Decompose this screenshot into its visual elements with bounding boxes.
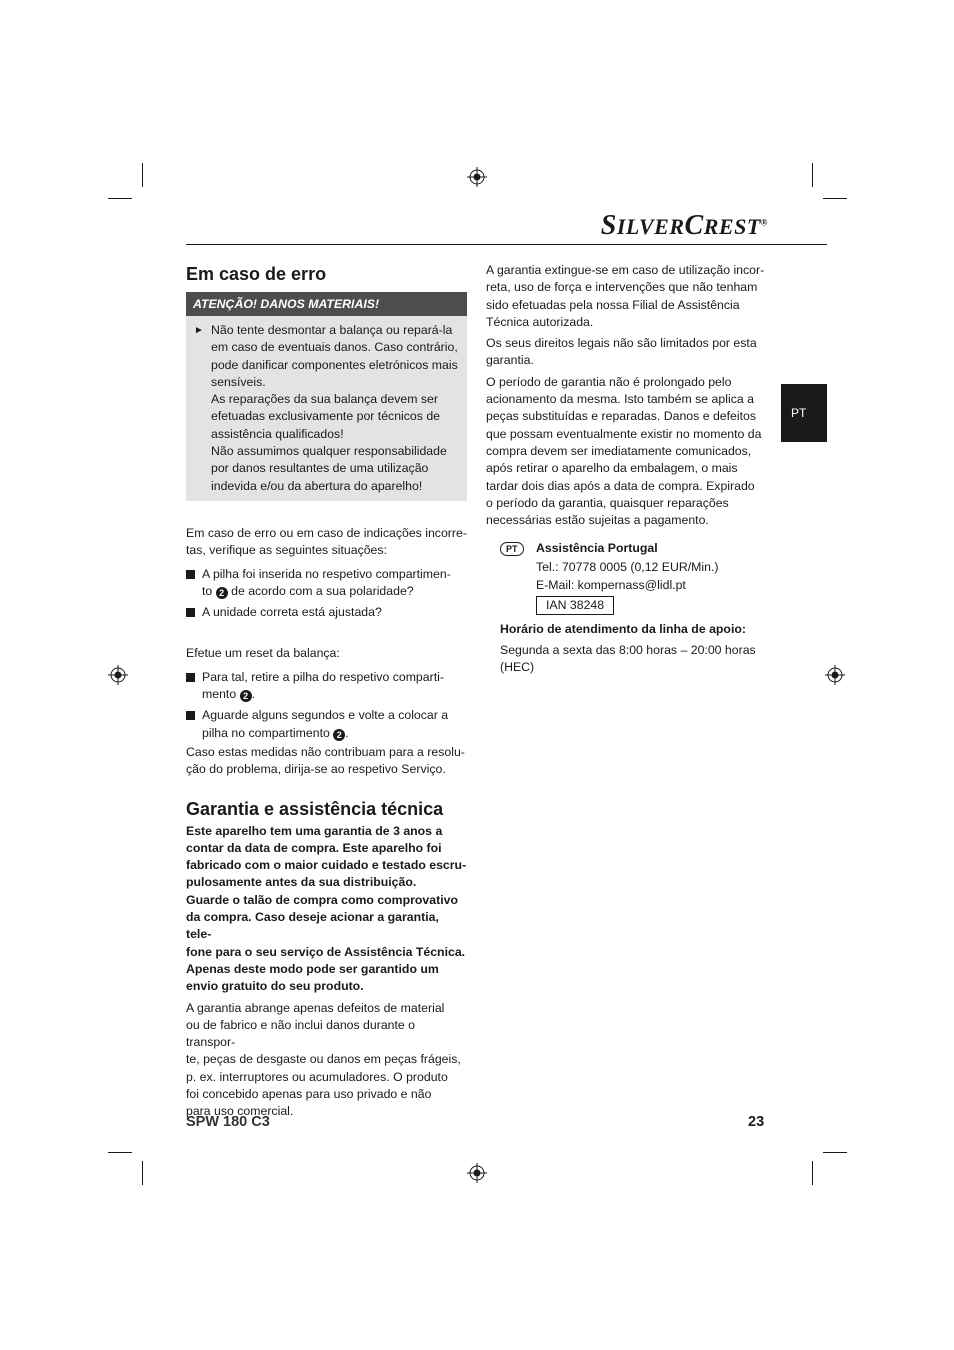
reset-step-remove	[186, 669, 467, 704]
warning-line: indevida e/ou da abertura do aparelho!	[211, 478, 423, 493]
service-title: Assistência Portugal	[536, 541, 658, 556]
left-column	[186, 262, 467, 1121]
text-line: tardar dois dias após a data de compra. Expirado	[486, 478, 755, 493]
warning-box	[186, 316, 467, 501]
reset-intro: Efetue um reset da balança:	[186, 646, 340, 661]
text-line: A garantia abrange apenas defeitos de material	[186, 1000, 445, 1015]
warranty-period-paragraph	[486, 374, 771, 530]
service-phone: Tel.: 70778 0005 (0,12 EUR/Min.)	[536, 559, 719, 574]
item-number-badge: 2	[216, 587, 228, 599]
registration-mark-icon	[108, 665, 128, 685]
check-item-battery	[186, 566, 467, 601]
warning-line: sensíveis.	[211, 374, 266, 389]
crop-mark	[108, 198, 132, 199]
reset-step-reinsert	[186, 707, 467, 742]
warning-line: pode danificar componentes eletrónicos mais	[211, 357, 458, 372]
text-line: (HEC)	[500, 659, 535, 674]
language-tab	[781, 384, 827, 442]
text-line: pulosamente antes da sua distribuição.	[186, 875, 417, 890]
silvercrest-logo: SILVERCREST®	[600, 210, 768, 241]
service-contact	[500, 540, 771, 676]
text-line: peças substituídas e reparadas. Danos e defeitos	[486, 409, 757, 424]
text-line: que possam eventualmente existir no momento da	[486, 426, 762, 441]
text-line: acionamento da mesma. Isto também se aplica a	[486, 392, 754, 407]
text-line: Caso estas medidas não contribuam para a resolu-	[186, 744, 465, 759]
text-line: ção do problema, dirija-se ao respetivo Serviço.	[186, 762, 446, 777]
text-line: O período de garantia não é prolongado pelo	[486, 374, 732, 389]
text-line: to 2 de acordo com a sua polaridade?	[202, 583, 414, 598]
intro-paragraph	[186, 525, 467, 560]
warning-line: As reparações da sua balança devem ser	[211, 392, 438, 407]
registration-mark-icon	[825, 665, 845, 685]
warning-line: efetuadas exclusivamente por técnicos de	[211, 409, 440, 424]
text-line: te, peças de desgaste ou danos em peças frágeis,	[186, 1052, 461, 1067]
arrow-bullet-icon: ►	[194, 325, 204, 336]
header-rule	[186, 244, 827, 245]
text-line: Apenas deste modo pode ser garantido um	[186, 961, 439, 976]
square-bullet-icon	[186, 570, 195, 579]
warning-line: por danos resultantes de uma utilização	[211, 461, 429, 476]
text-line: fabricado com o maior cuidado e testado escru-	[186, 858, 467, 873]
text-line: mento 2 .	[202, 687, 256, 702]
crop-mark	[823, 198, 847, 199]
item-number-badge: 2	[240, 690, 252, 702]
text-line: Aguarde alguns segundos e volte a colocar a	[202, 708, 449, 723]
text-line: reta, uso de força e intervenções que não tenham	[486, 280, 758, 295]
country-badge: PT	[500, 542, 524, 556]
text-line: pilha no compartimento 2 .	[202, 725, 349, 740]
text-line: Guarde o talão de compra como comprovativo	[186, 892, 458, 907]
square-bullet-icon	[186, 608, 195, 617]
registration-mark-icon	[467, 167, 487, 187]
text-line: tas, verifique as seguintes situações:	[186, 543, 387, 558]
page-number: 23	[748, 1114, 765, 1130]
text-line: Em caso de erro ou em caso de indicações incorre-	[186, 525, 467, 540]
section-title-warranty: Garantia e assistência técnica	[186, 798, 444, 819]
warning-line: em caso de eventuais danos. Caso contrário,	[211, 340, 458, 355]
crop-mark	[812, 163, 813, 187]
section-title-error: Em caso de erro	[186, 264, 327, 284]
registration-mark-icon	[467, 1163, 487, 1183]
model-number: SPW 180 C3	[186, 1114, 270, 1130]
text-line: Este aparelho tem uma garantia de 3 anos a	[186, 823, 443, 838]
ian-number: IAN 38248	[536, 596, 614, 615]
text-line: envio gratuito do seu produto.	[186, 979, 364, 994]
crop-mark	[108, 1152, 132, 1153]
crop-mark	[142, 1161, 143, 1185]
right-column	[486, 262, 771, 676]
crop-mark	[812, 1161, 813, 1185]
text-line: A unidade correta está ajustada?	[202, 605, 382, 620]
text-line: ou de fabrico e não inclui danos durante o transpor-	[186, 1017, 416, 1050]
warranty-bold-paragraph	[186, 823, 467, 996]
text-line: Segunda a sexta das 8:00 horas – 20:00 horas	[500, 642, 756, 657]
text-line: compra devem ser imediatamente comunicados,	[486, 443, 752, 458]
text-line: após retirar o aparelho da embalagem, o mais	[486, 461, 738, 476]
text-line: garantia.	[486, 353, 534, 368]
text-line: foi concebido apenas para uso privado e não	[186, 1086, 432, 1101]
text-line: necessárias estão sujeitas a pagamento.	[486, 513, 709, 528]
text-line: contar da data de compra. Este aparelho foi	[186, 840, 442, 855]
text-line: A pilha foi inserida no respetivo compartimen-	[202, 566, 451, 581]
warning-line: Não assumimos qualquer responsabilidade	[211, 444, 447, 459]
service-email: E-Mail: kompernass@lidl.pt	[536, 578, 686, 593]
text-line: Os seus direitos legais não são limitados por esta	[486, 336, 757, 351]
language-tab-label: PT	[791, 406, 807, 420]
text-line: fone para o seu serviço de Assistência Técnica.	[186, 944, 466, 959]
legal-rights-paragraph	[486, 335, 771, 370]
crop-mark	[823, 1152, 847, 1153]
crop-mark	[142, 163, 143, 187]
warning-line: Não tente desmontar a balança ou repará-la	[211, 323, 453, 337]
warranty-exclusion-paragraph	[486, 262, 771, 331]
text-line: Para tal, retire a pilha do respetivo comparti-	[202, 669, 444, 684]
square-bullet-icon	[186, 711, 195, 720]
hours-text	[500, 642, 771, 677]
warranty-scope-paragraph	[186, 1000, 467, 1121]
text-line: para uso comercial.	[186, 1104, 294, 1119]
warning-title: ATENÇÃO! DANOS MATERIAIS!	[186, 292, 467, 316]
text-line: o período da garantia, quaisquer reparações	[486, 495, 729, 510]
hours-title: Horário de atendimento da linha de apoio:	[500, 622, 746, 637]
closing-paragraph	[186, 744, 467, 779]
item-number-badge: 2	[333, 729, 345, 741]
text-line: Técnica autorizada.	[486, 314, 594, 329]
check-item-unit	[186, 604, 467, 621]
text-line: A garantia extingue-se em caso de utilização incor-	[486, 263, 765, 277]
text-line: p. ex. interruptores ou acumuladores. O produto	[186, 1069, 448, 1084]
warning-line: assistência qualificados!	[211, 426, 344, 441]
square-bullet-icon	[186, 673, 195, 682]
text-line: sido efetuadas pela nossa Filial de Assistência	[486, 297, 740, 312]
text-line: da compra. Caso deseje acionar a garantia, tele-	[186, 910, 439, 942]
